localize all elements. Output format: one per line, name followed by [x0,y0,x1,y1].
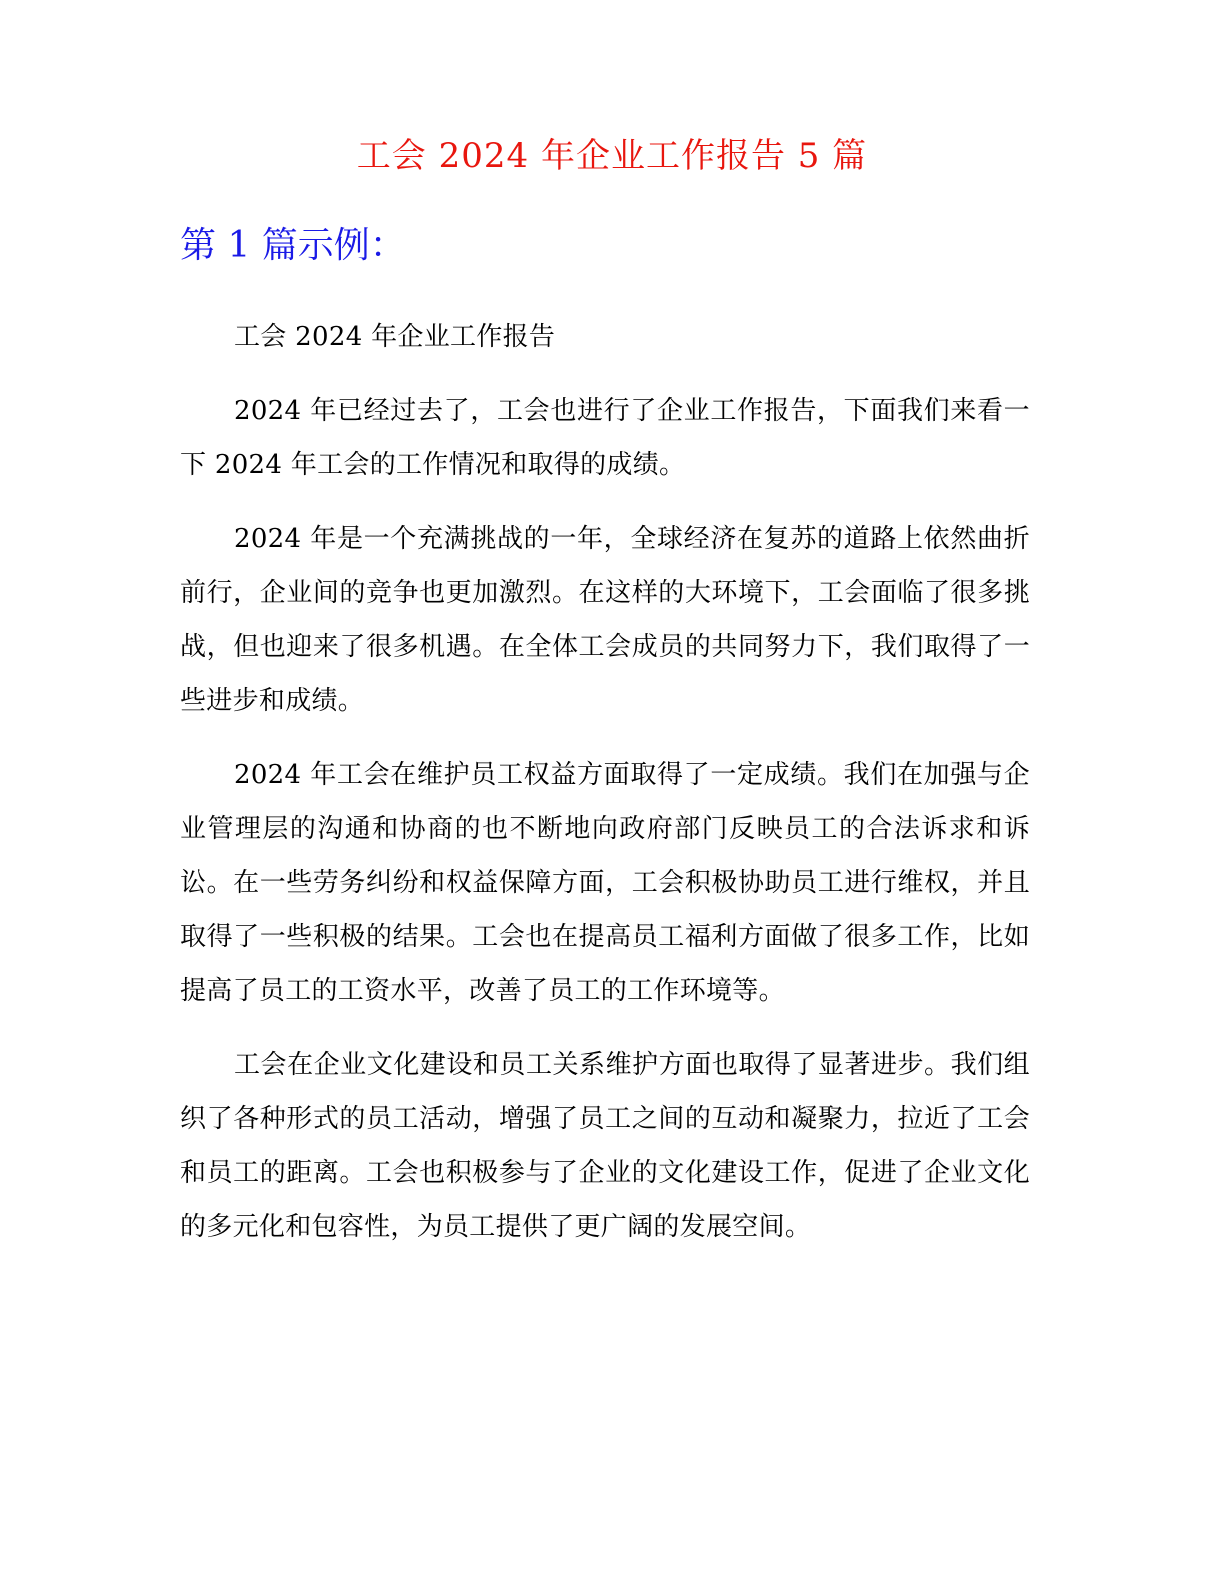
paragraph-2: 2024 年是一个充满挑战的一年，全球经济在复苏的道路上依然曲折前行，企业间的竞争也更加激烈。在这样的大环境下，工会面临了很多挑战，但也迎来了很多机遇。在全体工会成员的共同努力下，我们取得了一些进步和成绩。 [180,524,1030,716]
report-subtitle: 工会 2024 年企业工作报告 [234,322,556,352]
paragraph-1: 2024 年已经过去了，工会也进行了企业工作报告，下面我们来看一下 2024 年工会的工作情况和取得的成绩。 [180,396,1030,480]
document-body [180,310,1030,1274]
document-title: 工会 2024 年企业工作报告 5 篇 [356,136,868,176]
paragraph-4: 工会在企业文化建设和员工关系维护方面也取得了显著进步。我们组织了各种形式的员工活动，增强了员工之间的互动和凝聚力，拉近了工会和员工的距离。工会也积极参与了企业的文化建设工作，促进了企业文化的多元化和包容性，为员工提供了更广阔的发展空间。 [180,1050,1030,1242]
paragraph-3: 2024 年工会在维护员工权益方面取得了一定成绩。我们在加强与企业管理层的沟通和协商的也不断地向政府部门反映员工的合法诉求和诉讼。在一些劳务纠纷和权益保障方面，工会积极协助员工进行维权，并且取得了一些积极的结果。工会也在提高员工福利方面做了很多工作，比如提高了员工的工资水平，改善了员工的工作环境等。 [180,760,1030,1006]
section-heading: 第 1 篇示例： [180,225,406,266]
